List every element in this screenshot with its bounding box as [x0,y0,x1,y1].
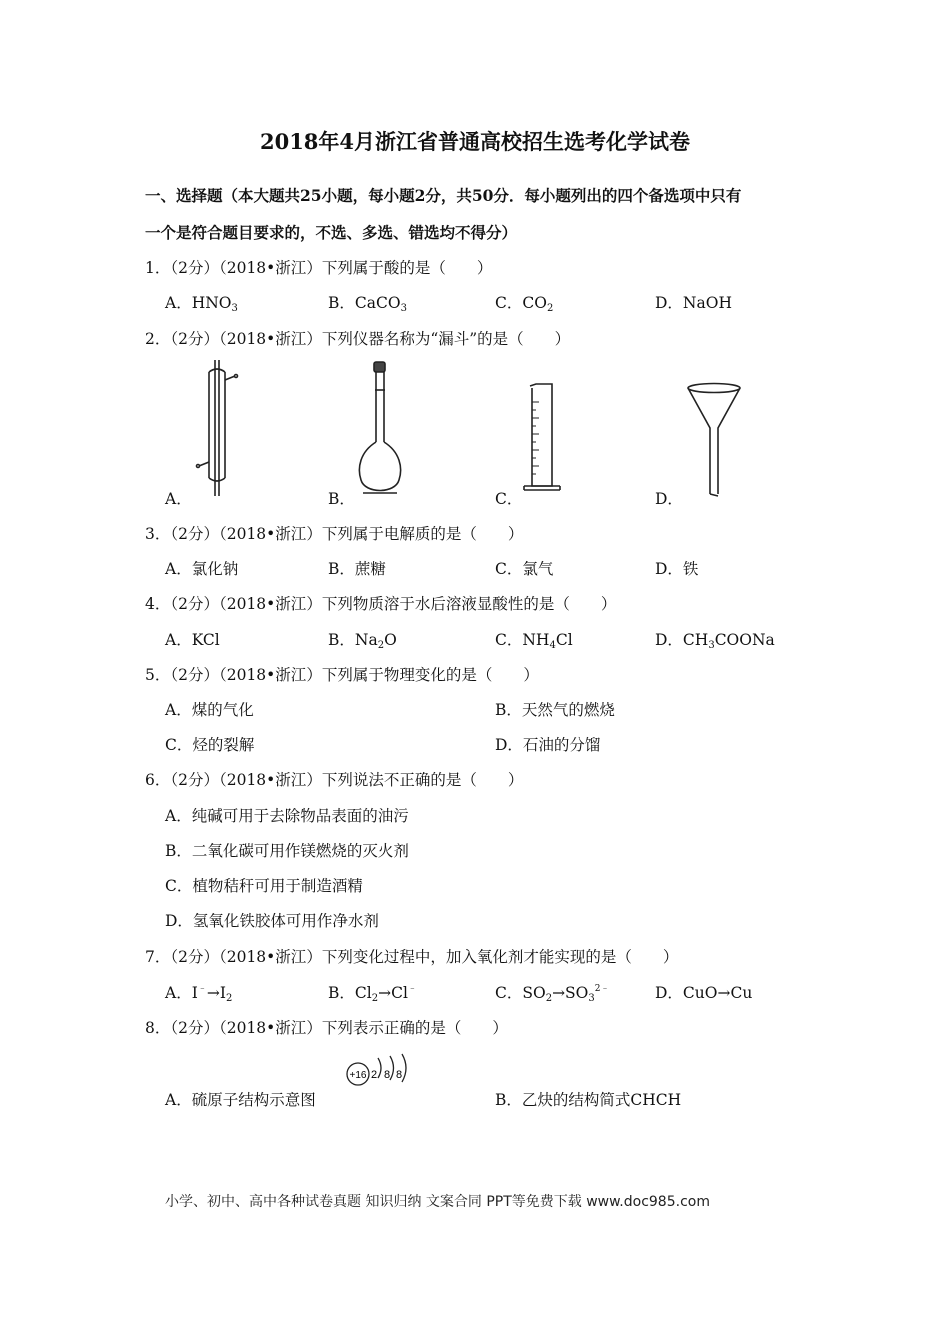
section-header-line2: 一个是符合题目要求的，不选、多选、错选均不得分） [145,223,518,242]
q5-stem: 5．（2分）（2018•浙江）下列属于物理变化的是（ ） [145,666,539,684]
q5-option-c: C．烃的裂解 [165,736,255,754]
q3-option-b: B．蔗糖 [328,560,386,578]
shell-1-count: 2 [370,1069,378,1081]
q2-option-a: A． [165,490,192,508]
q6-option-d: D．氢氧化铁胶体可用作净水剂 [165,912,379,930]
q1-stem: 1．（2分）（2018•浙江）下列属于酸的是（ ） [145,259,493,277]
condenser-image [195,358,240,498]
sulfur-atom-structure-diagram [344,1050,420,1086]
q5-option-d: D．石油的分馏 [495,736,601,754]
funnel-image [686,382,742,498]
q1-option-d: D．NaOH [655,294,732,312]
footer-text: 小学、初中、高中各种试卷真题 知识归纳 文案合同 PPT等免费下载 www.doc985.com [165,1194,710,1210]
q7-option-a: A．$I^﹣\to I_2$ [165,984,233,1004]
q6-stem: 6．（2分）（2018•浙江）下列说法不正确的是（ ） [145,771,524,789]
q7-option-b: B．$Cl_2\to Cl^﹣$ [328,984,417,1004]
q4-option-d: D．$CH_3COONa$ [655,631,775,651]
volumetric-flask-image [355,360,405,498]
q3-option-d: D．铁 [655,560,699,578]
shell-2-count: 8 [383,1069,391,1081]
q2-option-d: D． [655,490,683,508]
q1-option-c: C．$CO_2$ [495,294,554,314]
shell-3-count: 8 [395,1069,403,1081]
q3-option-a: A．氯化钠 [165,560,239,578]
q2-option-c: C． [495,490,523,508]
q8-stem: 8．（2分）（2018•浙江）下列表示正确的是（ ） [145,1019,508,1037]
q3-stem: 3．（2分）（2018•浙江）下列属于电解质的是（ ） [145,525,524,543]
q5-option-b: B．天然气的燃烧 [495,701,615,719]
q5-option-a: A．煤的气化 [165,701,254,719]
q7-option-d: D．CuO→Cu [655,984,753,1002]
q8-option-a: A．硫原子结构示意图 [165,1091,316,1109]
q7-stem: 7．（2分）（2018•浙江）下列变化过程中，加入氧化剂才能实现的是（ ） [145,948,679,966]
q1-option-a: A．$HNO_3$ [165,294,238,314]
q3-option-c: C．氯气 [495,560,554,578]
q8-option-b: B．乙炔的结构简式CHCH [495,1091,682,1109]
q6-option-b: B．二氧化碳可用作镁燃烧的灭火剂 [165,842,409,860]
graduated-cylinder-image [522,382,562,498]
section-header-line1: 一、选择题（本大题共25小题，每小题2分，共50分．每小题列出的四个备选项中只有 [145,186,742,205]
q4-stem: 4．（2分）（2018•浙江）下列物质溶于水后溶液显酸性的是（ ） [145,595,617,613]
nucleus-charge-label: +16 [349,1070,367,1081]
q4-option-a: A．KCl [165,631,220,649]
q4-option-b: B．$Na_2O$ [328,631,397,651]
q6-option-c: C．植物秸秆可用于制造酒精 [165,877,363,895]
q7-option-c: C．$SO_2\to SO_3^{2﹣}$ [495,984,610,1004]
q6-option-a: A．纯碱可用于去除物品表面的油污 [165,807,409,825]
q2-option-b: B． [328,490,355,508]
q2-stem: 2．（2分）（2018•浙江）下列仪器名称为“漏斗”的是（ ） [145,330,571,348]
q1-option-b: B．CaCO$_3$ [328,294,407,314]
q4-option-c: C．$NH_4Cl$ [495,631,573,651]
page-title: 2018年4月浙江省普通高校招生选考化学试卷 [259,129,691,154]
